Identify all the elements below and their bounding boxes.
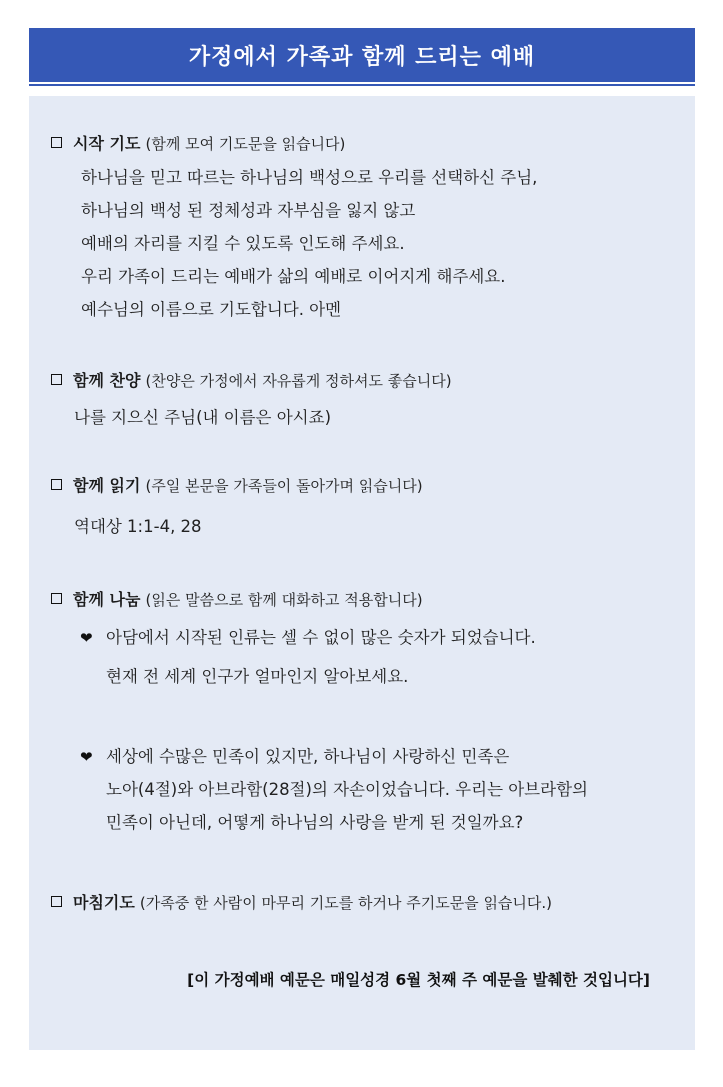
praise-song: 나를 지으신 주님(내 이름은 아시죠) — [74, 408, 331, 427]
sharing-line: 노아(4절)와 아브라함(28절)의 자손이었습니다. 우리는 아브라함의 — [106, 780, 588, 799]
section-note: (읽은 말씀으로 함께 대화하고 적용합니다) — [145, 591, 423, 609]
section-title: 마침기도 — [73, 893, 135, 912]
section-title: 함께 읽기 — [73, 476, 141, 495]
reading-passage: 역대상 1:1-4, 28 — [74, 517, 202, 536]
checkbox-icon — [51, 896, 62, 907]
checkbox-icon — [51, 479, 62, 490]
section-note: (함께 모여 기도문을 읽습니다) — [145, 135, 346, 153]
section-note: (가족중 한 사람이 마무리 기도를 하거나 주기도문을 읽습니다.) — [139, 894, 553, 912]
title-bar — [29, 28, 695, 84]
section-note: (주일 본문을 가족들이 돌아가며 읽습니다) — [145, 477, 423, 495]
section-title: 함께 나눔 — [73, 590, 141, 609]
sharing-line: 세상에 수많은 민족이 있지만, 하나님이 사랑하신 민족은 — [106, 747, 510, 766]
page-title: 가정에서 가족과 함께 드리는 예배 — [188, 44, 536, 70]
section-note: (찬양은 가정에서 자유롭게 정하셔도 좋습니다) — [145, 372, 452, 390]
sharing-line: 아담에서 시작된 인류는 셀 수 없이 많은 숫자가 되었습니다. — [106, 628, 536, 647]
section-praise-heading — [51, 371, 452, 391]
prayer-line: 예배의 자리를 지킬 수 있도록 인도해 주세요. — [81, 234, 405, 253]
checkbox-icon — [51, 593, 62, 604]
section-sharing-heading — [51, 590, 423, 610]
prayer-line: 하나님을 믿고 따르는 하나님의 백성으로 우리를 선택하신 주님, — [81, 168, 538, 187]
section-opening-prayer-heading — [51, 134, 345, 154]
heart-bullet-icon: ❤ — [80, 629, 93, 647]
section-reading-heading — [51, 476, 423, 496]
prayer-line: 예수님의 이름으로 기도합니다. 아멘 — [81, 300, 342, 319]
checkbox-icon — [51, 137, 62, 148]
checkbox-icon — [51, 374, 62, 385]
sharing-line: 민족이 아닌데, 어떻게 하나님의 사랑을 받게 된 것일까요? — [106, 813, 524, 832]
prayer-line: 하나님의 백성 된 정체성과 자부심을 잃지 않고 — [81, 201, 416, 220]
section-closing-prayer-heading — [51, 893, 552, 913]
source-note: [이 가정예배 예문은 매일성경 6월 첫째 주 예문을 발췌한 것입니다] — [187, 971, 650, 989]
section-title: 함께 찬양 — [73, 371, 141, 390]
sharing-line: 현재 전 세계 인구가 얼마인지 알아보세요. — [106, 667, 409, 686]
section-title: 시작 기도 — [73, 134, 141, 153]
heart-bullet-icon: ❤ — [80, 748, 93, 766]
prayer-line: 우리 가족이 드리는 예배가 삶의 예배로 이어지게 해주세요. — [81, 267, 506, 286]
content-panel — [29, 96, 695, 1050]
